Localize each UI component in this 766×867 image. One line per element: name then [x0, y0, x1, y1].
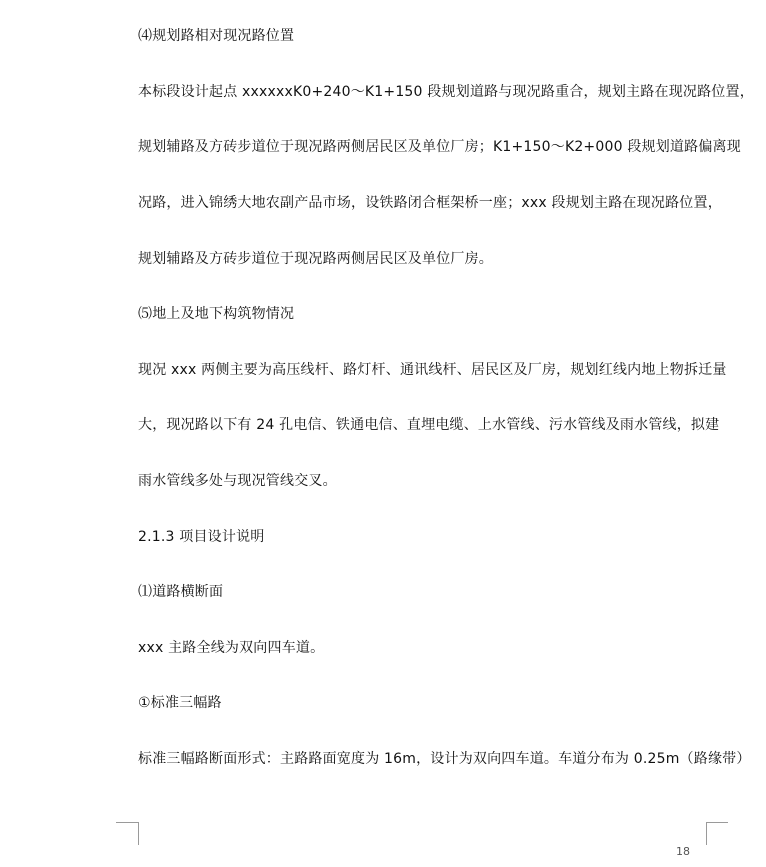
paragraph-line: 现况 xxx 两侧主要为高压线杆、路灯杆、通讯线杆、居民区及厂房，规划红线内地上物拆迁量	[138, 362, 727, 378]
margin-corner-mark-right-vertical	[706, 822, 707, 845]
margin-corner-mark-left-vertical	[138, 822, 139, 845]
paragraph-line: 标准三幅路断面形式：主路路面宽度为 16m，设计为双向四车道。车道分布为 0.25m（路缘带）	[138, 751, 751, 767]
heading-planned-road-position: ⑷规划路相对现况路位置	[138, 28, 295, 44]
paragraph-line: 本标段设计起点 xxxxxxK0+240～K1+150 段规划道路与现况路重合，规划主路在现况路位置，	[138, 84, 754, 100]
paragraph-line: 规划辅路及方砖步道位于现况路两侧居民区及单位厂房。	[138, 251, 493, 267]
heading-cross-section: ⑴道路横断面	[138, 584, 224, 600]
section-heading-2-1-3: 2.1.3 项目设计说明	[138, 529, 265, 545]
paragraph-line: 况路，进入锦绣大地农副产品市场，设铁路闭合框架桥一座；xxx 段规划主路在现况路位置，	[138, 195, 722, 211]
paragraph-line: 大，现况路以下有 24 孔电信、铁通电信、直埋电缆、上水管线、污水管线及雨水管线，拟建	[138, 417, 720, 433]
paragraph-line: 规划辅路及方砖步道位于现况路两侧居民区及单位厂房；K1+150～K2+000 段规划道路偏离现	[138, 139, 741, 155]
heading-structures: ⑸地上及地下构筑物情况	[138, 306, 295, 322]
heading-standard-three-lane: ①标准三幅路	[138, 695, 222, 711]
paragraph-line: xxx 主路全线为双向四车道。	[138, 640, 325, 656]
paragraph-line: 雨水管线多处与现况管线交叉。	[138, 473, 337, 489]
page-number: 18	[676, 845, 690, 858]
margin-corner-mark-left	[116, 822, 138, 823]
margin-corner-mark-right	[706, 822, 728, 823]
